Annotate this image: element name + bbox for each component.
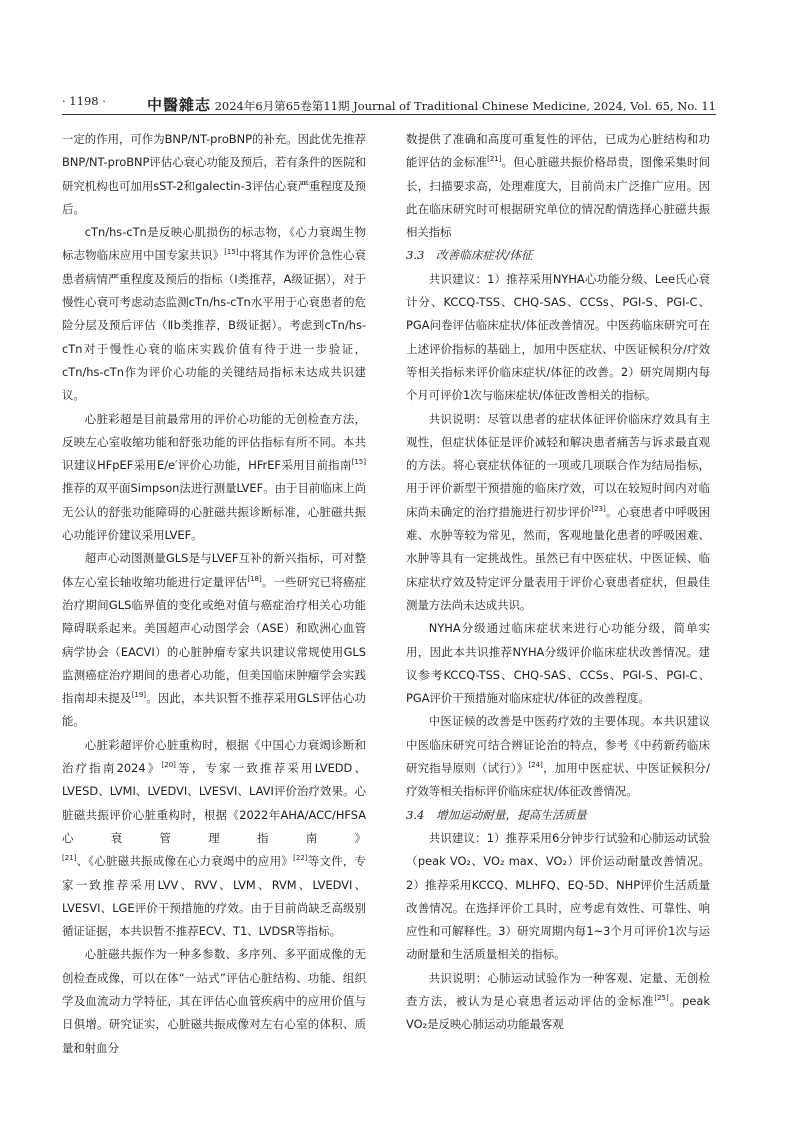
paragraph-text: 共识说明：尽管以患者的症状体征评价临床疗效具有主观性，但症状体征是评价减轻和解决患者痛苦与诉求最直观的方法。将心衰症状体征的一项或几项联合作为结局指标，用于评价新型干预措施的临床疗效，可以在较短时间内对临床尚未确定的治疗措施进行初步评价	[406, 411, 710, 519]
citation-ref: [15]	[351, 458, 366, 467]
citation-ref: [15]	[224, 248, 239, 257]
paragraph-text: 数提供了准确和高度可重复性的评估，已成为心脏结构和功能评估的金标准	[406, 132, 710, 170]
journal-name-cn: 中醫雜志	[146, 96, 211, 114]
paragraph	[406, 268, 710, 408]
paragraph-text: 。因此，本共识暂不推荐采用GLS评估心功能。	[62, 691, 366, 729]
paragraph-text: 一定的作用，可作为BNP/NT-proBNP的补充。因此优先推荐BNP/NT-proBNP评估心衰心功能及预后，若有条件的医院和研究机构也可加用sST-2和galectin-3评估心衰严重程度及预后。	[62, 132, 366, 216]
paragraph	[406, 408, 710, 618]
paragraph-text: 共识建议：1）推荐采用6分钟步行试验和心肺运动试验（peak VO₂、VO₂ max、VO₂）评价运动耐量改善情况。2）推荐采用KCCQ、MLHFQ、EQ-5D、NHP评价生活质量改善情况。在选择评价工具时，应考虑有效性、可靠性、响应性和可解释性。3）研究周期内每1~3个月可评价1次与运动耐量和生活质量相关的指标。	[406, 830, 710, 962]
paragraph-text: 中医证候的改善是中医药疗效的主要体现。本共识建议中医临床研究可结合辨证论治的特点，参考《中药新药临床研究指导原则（试行）》	[406, 714, 710, 776]
paragraph	[62, 408, 366, 548]
paragraph-text: 。心衰患者中呼吸困难、水肿等较为常见，然而，客观地量化患者的呼吸困难、水肿等具有一定挑战性。虽然已有中医症状、中医证候、临床症状疗效及特定评分量表用于评价心衰患者症状，但最佳测量方法尚未达成共识。	[406, 504, 710, 612]
journal-issue-info: 2024年6月第65卷第11期 Journal of Traditional Chinese Medicine, 2024, Vol. 65, No. 11	[210, 99, 716, 113]
paragraph-text: 推荐的双平面Simpson法进行测量LVEF。由于目前临床上尚无公认的舒张功能障碍的心脏磁共振诊断标准，心脏磁共振心功能评价建议采用LVEF。	[62, 481, 366, 543]
section-heading: 3.4 增加运动耐量，提高生活质量	[406, 807, 587, 822]
paragraph-text: ，加用中医症状、中医证候积分/疗效等相关指标评价临床症状/体征改善情况。	[406, 761, 710, 799]
paragraph-text: 共识说明：心肺运动试验作为一种客观、定量、无创检查方法，被认为是心衰患者运动评估的金标准	[406, 970, 710, 1008]
page-number: · 1198 ·	[62, 94, 106, 108]
citation-ref: [22]	[293, 854, 308, 863]
paragraph-text: 。但心脏磁共振价格昂贵，图像采集时间长，扫描要求高，处理难度大，目前尚未广泛推广应用。因此在临床研究时可根据研究单位的情况酌情选择心脏磁共振相关指标	[406, 155, 710, 240]
paragraph-text: 心脏彩超是目前最常用的评价心功能的无创检查方法，反映左心室收缩功能和舒张功能的评估指标有所不同。本共识建议HFpEF采用E/e′评价心功能，HFrEF采用目前指南	[62, 411, 366, 473]
section-heading: 3.3 改善临床症状/体征	[406, 248, 533, 263]
paragraph-text: cTn/hs-cTn是反映心肌损伤的标志物，《心力衰竭生物标志物临床应用中国专家共识》	[62, 225, 366, 263]
citation-ref: [23]	[591, 504, 606, 513]
citation-ref: [21]	[62, 854, 77, 863]
paragraph	[62, 128, 366, 221]
paragraph-text: 。peak VO₂是反映心肺运动功能最客观	[406, 993, 710, 1032]
paragraph-text: 等，专家一致推荐采用LVEDD、LVESD、LVMI、LVEDVI、LVESVI、LAVI评价治疗效果。心脏磁共振评价心脏重构时，根据《2022年AHA/ACC/HFSA心衰管理指南》	[62, 761, 366, 845]
paragraph-text: 。一些研究已将癌症治疗期间GLS临界值的变化或绝对值与癌症治疗相关心功能障碍联系起来。美国超声心动图学会（ASE）和欧洲心血管病学协会（EACVI）的心脏肿瘤专家共识建议常规使用GLS监测癌症治疗期间的患者心功能，但美国临床肿瘤学会实践指南却未提及	[62, 574, 366, 706]
citation-ref: [19]	[131, 691, 147, 700]
paragraph-text: 、《心脏磁共振成像在心力衰竭中的应用》	[76, 854, 294, 869]
paragraph-text: NYHA分级通过临床症状来进行心功能分级，简单实用，因此本共识推荐NYHA分级评价临床症状改善情况。建议参考KCCQ-TSS、CHQ-SAS、CCSs、PGI-S、PGI-C、PGA评价干预措施对临床症状/体征的改善程度。	[406, 621, 710, 706]
left-column	[62, 128, 366, 1060]
citation-ref: [24]	[528, 761, 543, 770]
citation-ref: [25]	[654, 993, 669, 1002]
paragraph	[406, 128, 710, 244]
citation-ref: [18]	[247, 574, 262, 583]
paragraph	[62, 943, 366, 1059]
citation-ref: [21]	[487, 155, 502, 164]
right-column	[406, 128, 710, 1037]
paragraph	[406, 710, 710, 803]
paragraph	[406, 617, 710, 710]
paragraph-text: 心脏磁共振作为一种多参数、多序列、多平面成像的无创检查成像，可以在体“一站式”评估心脏结构、功能、组织学及血流动力学特征，其在评估心血管疾病中的应用价值与日俱增。研究证实，心脏磁共振成像对左右心室的体积、质量和射血分	[62, 947, 366, 1055]
paragraph	[406, 827, 710, 967]
paragraph	[62, 734, 366, 944]
paragraph-text: 等文件，专家一致推荐采用LVV、RVV、LVM、RVM、LVEDVI、LVESVI、LGE评价干预措施的疗效。由于目前尚缺乏高级别循证证据，本共识暂不推荐ECV、T1、LVDSR等指标。	[62, 854, 366, 939]
paragraph	[62, 547, 366, 733]
citation-ref: [20]	[161, 761, 176, 770]
page-header	[62, 92, 716, 115]
paragraph-text: 心脏彩超评价心脏重构时，根据《中国心力衰竭诊断和治疗指南2024》	[62, 737, 366, 776]
paragraph-text: 超声心动图测量GLS是与LVEF互补的新兴指标，可对整体左心室长轴收缩功能进行定量评估	[62, 551, 366, 589]
paragraph	[62, 221, 366, 407]
journal-running-title	[147, 94, 716, 115]
paragraph-text: 共识建议：1）推荐采用NYHA心功能分级、Lee氏心衰计分、KCCQ-TSS、CHQ-SAS、CCSs、PGI-S、PGI-C、PGA问卷评估临床症状/体征改善情况。中医药临床研究可在上述评价指标的基础上，加用中医症状、中医证候积分/疗效等相关指标来评价临床症状/体征的改善。2）研究周期内每个月可评价1次与临床症状/体征改善相关的指标。	[406, 271, 710, 403]
paragraph-text: 中将其作为评价急性心衰患者病情严重程度及预后的指标（Ⅰ类推荐，A级证据），对于慢性心衰可考虑动态监测cTn/hs-cTn水平用于心衰患者的危险分层及预后评估（Ⅱb类推荐，B级证据）。考虑到cTn/hs-cTn对于慢性心衰的临床实践价值有待于进一步验证，cTn/hs-cTn作为评价心功能的关键结局指标未达成共识建议。	[62, 248, 366, 403]
paragraph	[406, 967, 710, 1037]
